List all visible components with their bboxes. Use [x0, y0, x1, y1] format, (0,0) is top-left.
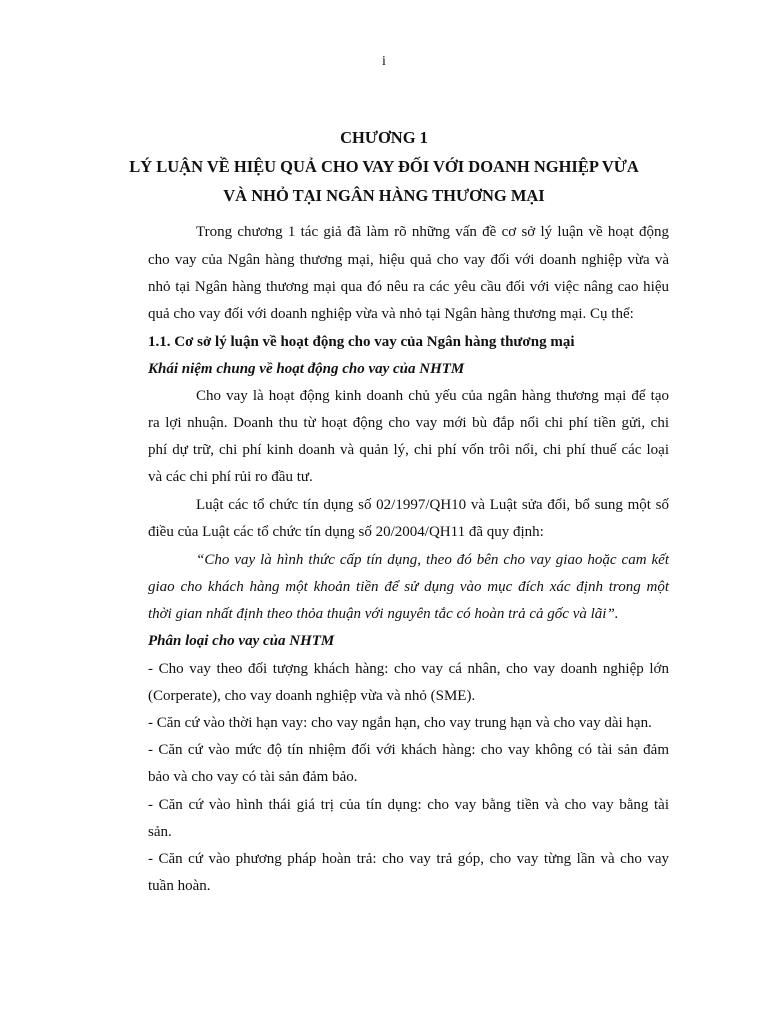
quote-line: giao cho khách hàng một khoản tiền để sử dụng vào mục đích xác định trong một — [148, 579, 669, 595]
quote-line: “Cho vay là hình thức cấp tín dụng, theo đó bên cho vay giao hoặc cam kết — [196, 552, 669, 568]
subheading-concept: Khái niệm chung về hoạt động cho vay của NHTM — [148, 361, 465, 377]
concept-line: phí dự trữ, chi phí kinh doanh và quản lý, chi phí vốn trôi nổi, chi phí thuế các loại — [148, 442, 669, 458]
classification-line: tuần hoàn. — [148, 878, 211, 894]
concept-line: và các chi phí rủi ro đầu tư. — [148, 469, 313, 485]
concept-line: Cho vay là hoạt động kinh doanh chủ yếu của ngân hàng thương mại để tạo — [196, 388, 669, 404]
quote-line: thời gian nhất định theo thỏa thuận với nguyên tắc có hoàn trả cả gốc và lãi”. — [148, 606, 619, 622]
section-heading-1-1: 1.1. Cơ sở lý luận về hoạt động cho vay của Ngân hàng thương mại — [148, 334, 575, 350]
classification-line: bảo và cho vay có tài sản đảm bảo. — [148, 769, 358, 785]
classification-line: (Corperate), cho vay doanh nghiệp vừa và nhỏ (SME). — [148, 688, 476, 704]
chapter-label: CHƯƠNG 1 — [340, 128, 428, 147]
chapter-title-line-2: VÀ NHỎ TẠI NGÂN HÀNG THƯƠNG MẠI — [223, 186, 545, 205]
classification-line: - Căn cứ vào mức độ tín nhiệm đối với khách hàng: cho vay không có tài sản đảm — [148, 742, 669, 758]
law-line: điều của Luật các tổ chức tín dụng số 20/2004/QH11 đã quy định: — [148, 524, 544, 540]
intro-line: nhỏ tại Ngân hàng thương mại qua đó nêu ra các yêu cầu đối với việc nâng cao hiệu — [148, 279, 669, 295]
concept-line: ra lợi nhuận. Doanh thu từ hoạt động cho vay mới bù đắp nổi chi phí tiền gửi, chi — [148, 415, 669, 431]
intro-line: cho vay của Ngân hàng thương mại, hiệu quả cho vay đối với doanh nghiệp vừa và — [148, 252, 669, 268]
page-number: i — [382, 54, 386, 69]
intro-line: Trong chương 1 tác giả đã làm rõ những vấn đề cơ sở lý luận về hoạt động — [196, 224, 669, 240]
classification-line: - Căn cứ vào hình thái giá trị của tín dụng: cho vay bằng tiền và cho vay bằng tài — [148, 797, 669, 813]
intro-line: quả cho vay đối với doanh nghiệp vừa và nhỏ tại Ngân hàng thương mại. Cụ thể: — [148, 306, 634, 322]
classification-line: - Căn cứ vào phương pháp hoàn trả: cho vay trả góp, cho vay từng lần và cho vay — [148, 851, 669, 867]
chapter-title-line-1: LÝ LUẬN VỀ HIỆU QUẢ CHO VAY ĐỐI VỚI DOANH NGHIỆP VỪA — [129, 157, 639, 176]
law-line: Luật các tổ chức tín dụng số 02/1997/QH10 và Luật sửa đổi, bổ sung một số — [196, 497, 669, 513]
subheading-classification: Phân loại cho vay của NHTM — [148, 633, 335, 649]
classification-line: - Cho vay theo đối tượng khách hàng: cho vay cá nhân, cho vay doanh nghiệp lớn — [148, 661, 669, 677]
classification-line: sản. — [148, 824, 172, 840]
classification-line: - Căn cứ vào thời hạn vay: cho vay ngắn hạn, cho vay trung hạn và cho vay dài hạn. — [148, 715, 652, 731]
